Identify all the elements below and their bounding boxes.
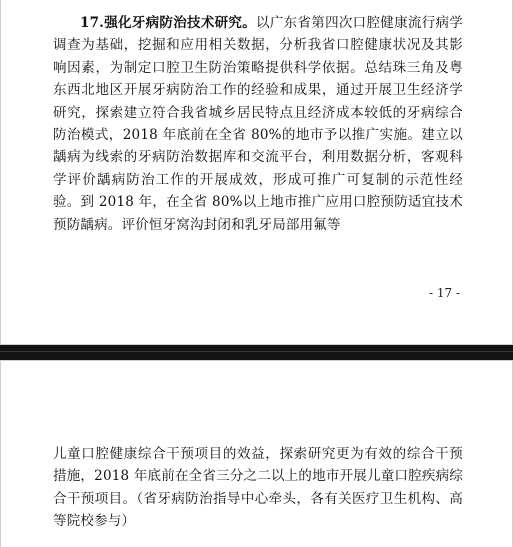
paragraph-continuation: 儿童口腔健康综合干预项目的效益，探索研究更为有效的综合干预措施，2018 年底前在全省三分之二以上的地市开展儿童口腔疾病综合干预项目。（省牙病防治指导中心牵头，各有关医疗卫生机构、高等院校参与） xyxy=(53,446,463,530)
page-break-bar xyxy=(0,345,513,360)
paragraph-item-17 xyxy=(53,12,463,236)
item-heading: 17.强化牙病防治技术研究。 xyxy=(80,15,257,31)
page-number: - 17 - xyxy=(428,286,460,300)
paragraph-body: 以广东省第四次口腔健康流行病学调查为基础，挖掘和应用相关数据，分析我省口腔健康状况及其影响因素，为制定口腔卫生防治策略提供科学依据。总结珠三角及粤东西北地区开展牙病防治工作的经验和成果，通过开展卫生经济学研究，探索建立符合我省城乡居民特点且经济成本较低的牙病综合防治模式，2018 年底前在全省 80%的地市予以推广实施。建立以龋病为线索的牙病防治数据库和交流平台，利用数据分析，客观科学评价龋病防治工作的开展成效，形成可推广可复制的示范性经验。到 2018 年，在全省 80%以上地市推广应用口腔预防适宜技术预防龋病。评价恒牙窝沟封闭和乳牙局部用氟等 xyxy=(53,15,464,233)
